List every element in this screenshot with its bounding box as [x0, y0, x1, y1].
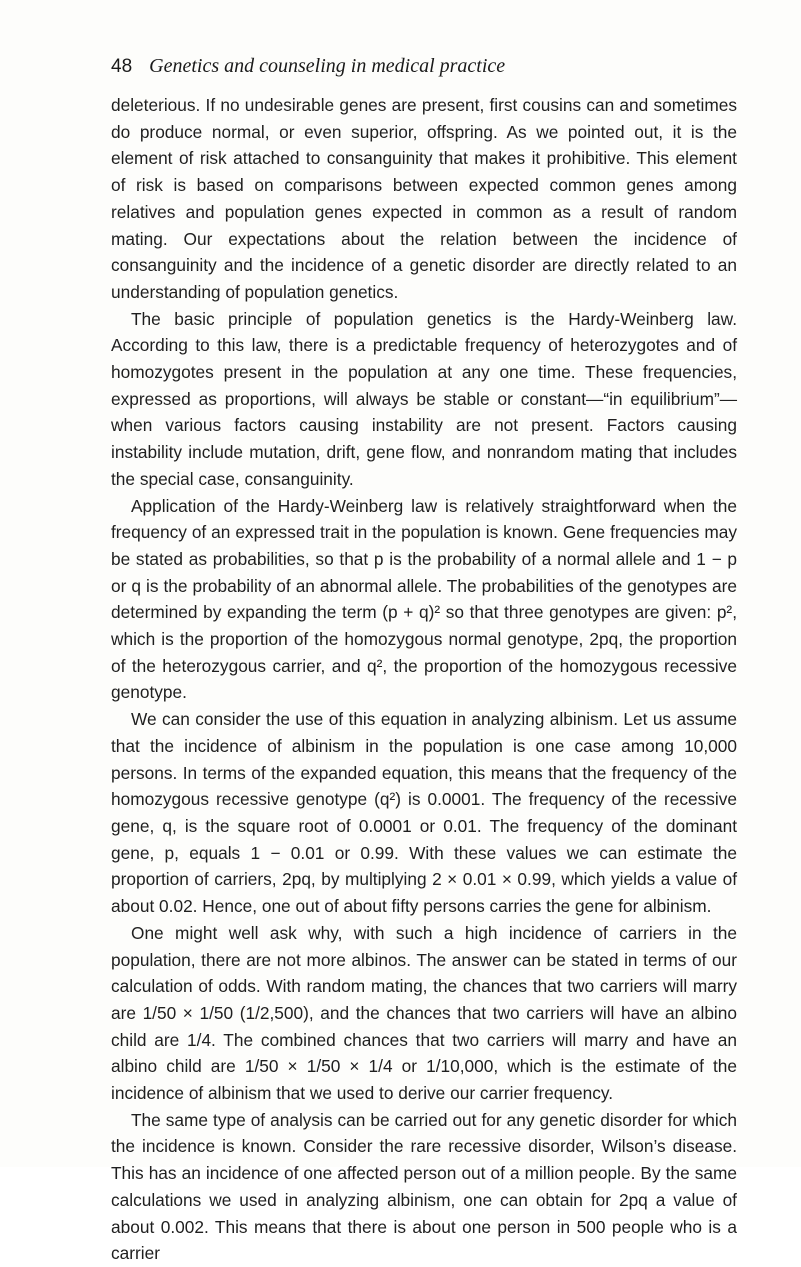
paragraph: The same type of analysis can be carried out for any genetic disorder for which the incidence is known. Consider the rare recessive disorder, Wilson’s disease. This has an incidence of one affected person out of a million people. By the same calculations we used in analyzing albinism, one can obtain for 2pq a value of about 0.002. This means that there is about one person in 500 people who is a carrier [111, 1109, 737, 1264]
page-number: 48 [111, 56, 133, 77]
paragraph: One might well ask why, with such a high incidence of carriers in the population, there are not more albinos. The answer can be stated in terms of our calculation of odds. With random mating, the chances that two carriers will marry are 1/50 × 1/50 (1/2,500), and the chances that two carriers will have an albino child are 1/4. The combined chances that two carriers will marry and have an albino child are 1/50 × 1/50 × 1/4 or 1/10,000, which is the estimate of the incidence of albinism that we used to derive our carrier frequency. [111, 922, 737, 1104]
paragraph: Application of the Hardy-Weinberg law is relatively straightforward when the frequency of an expressed trait in the population is known. Gene frequencies may be stated as probabilities, so that p is the probability of a normal allele and 1 − p or q is the probability of an abnormal allele. The probabilities of the genotypes are determined by expanding the term (p + q)² so that three genotypes are given: p², which is the proportion of the homozygous normal genotype, 2pq, the proportion of the heterozygous carrier, and q², the proportion of the homozygous recessive genotype. [111, 495, 737, 703]
running-title: Genetics and counseling in medical practice [149, 55, 506, 77]
paragraph: deleterious. If no undesirable genes are present, first cousins can and sometimes do produce normal, or even superior, offspring. As we pointed out, it is the element of risk attached to consanguinity that makes it prohibitive. This element of risk is based on comparisons between expected common genes among relatives and population genes expected in common as a result of random mating. Our expectations about the relation between the incidence of consanguinity and the incidence of a genetic disorder are directly related to an understanding of population genetics. [111, 95, 737, 302]
paragraph: We can consider the use of this equation in analyzing albinism. Let us assume that the incidence of albinism in the population is one case among 10,000 persons. In terms of the expanded equation, this means that the frequency of the homozygous recessive genotype (q²) is 0.0001. The frequency of the recessive gene, q, is the square root of 0.0001 or 0.01. The frequency of the dominant gene, p, equals 1 − 0.01 or 0.99. With these values we can estimate the proportion of carriers, 2pq, by multiplying 2 × 0.01 × 0.99, which yields a value of about 0.02. Hence, one out of about fifty persons carries the gene for albinism. [111, 709, 737, 917]
body-text [111, 92, 737, 1267]
running-head [111, 54, 751, 79]
paragraph: The basic principle of population genetics is the Hardy-Weinberg law. According to this law, there is a predictable frequency of heterozygotes and of homozygotes present in the population at any one time. These frequencies, expressed as proportions, will always be stable or constant—“in equilibrium”—when various factors causing instability are not present. Factors causing instability include mutation, drift, gene flow, and nonrandom mating that includes the special case, consanguinity. [111, 308, 737, 489]
